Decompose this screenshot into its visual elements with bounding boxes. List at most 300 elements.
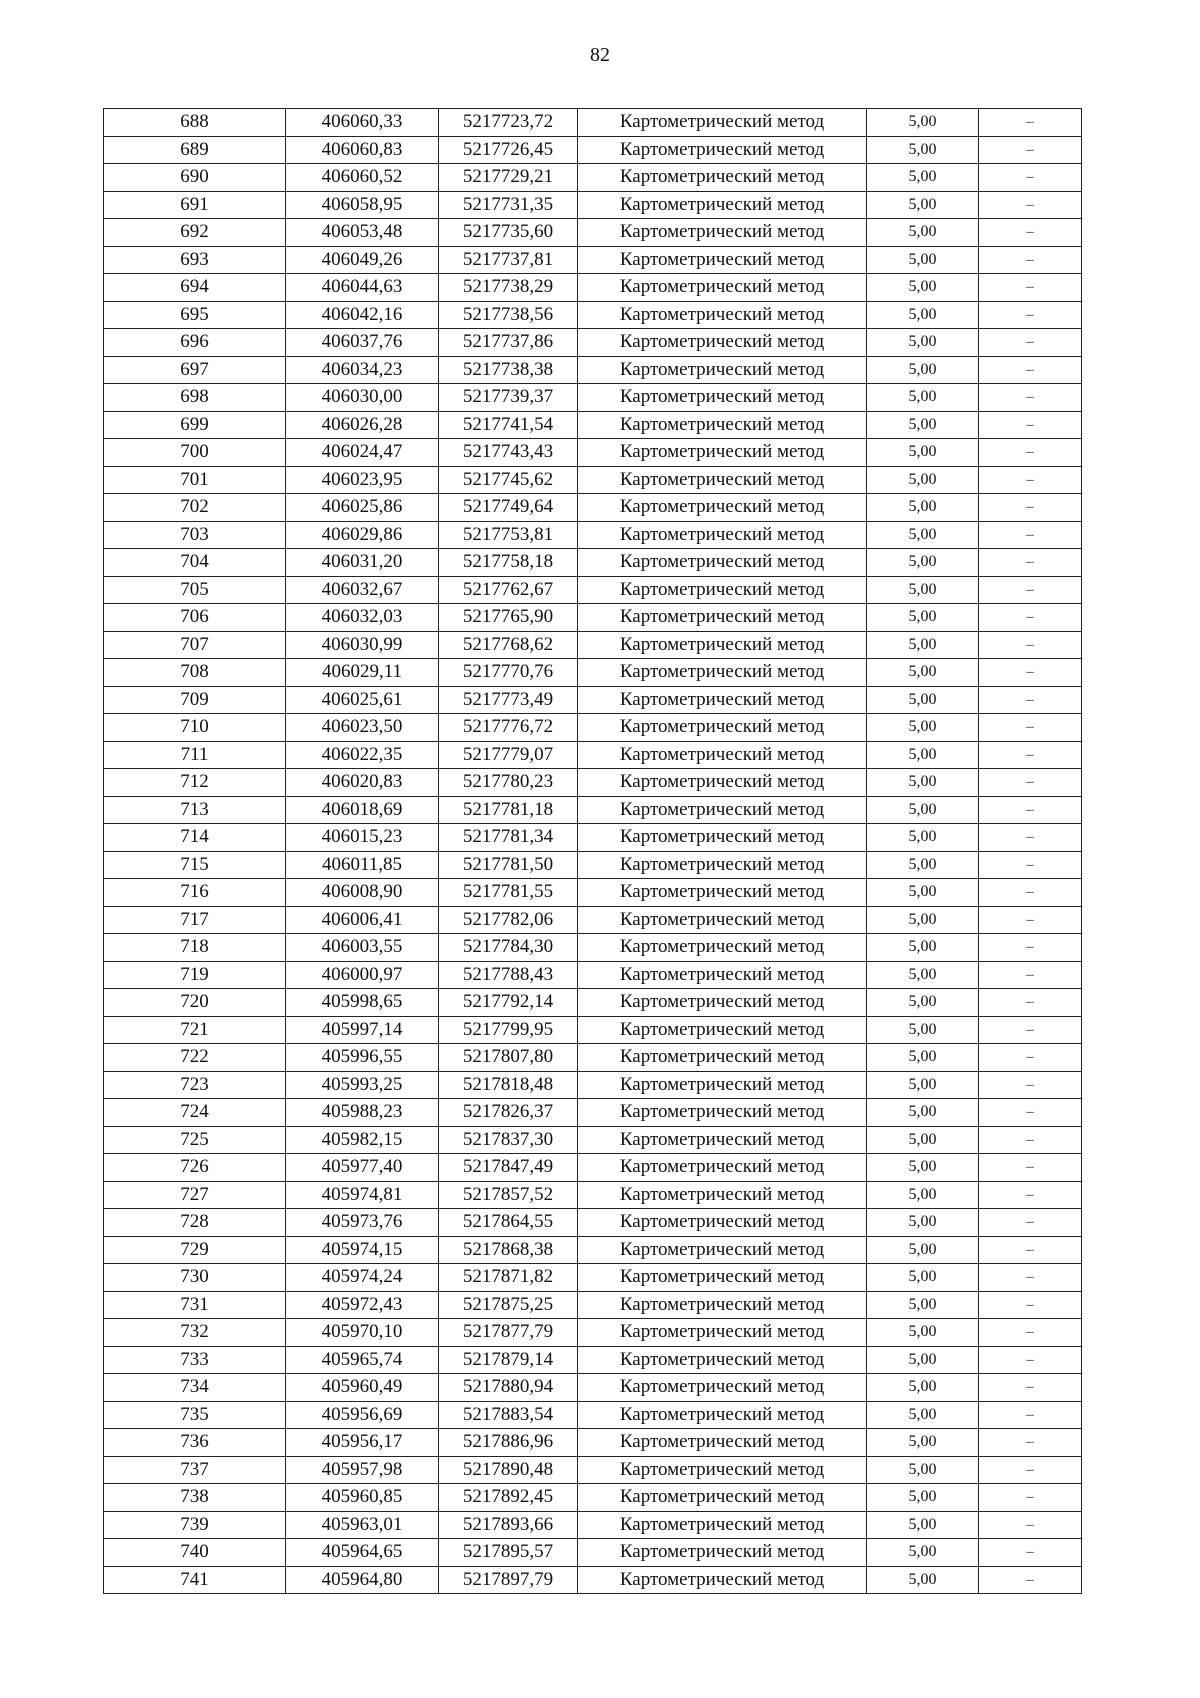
y-coordinate-cell: 5217788,43 xyxy=(439,961,578,989)
x-coordinate-cell: 406060,83 xyxy=(286,136,439,164)
y-coordinate-cell: 5217799,95 xyxy=(439,1016,578,1044)
point-number-cell: 715 xyxy=(104,851,286,879)
method-cell: Картометрический метод xyxy=(578,714,867,742)
accuracy-cell: 5,00 xyxy=(867,989,979,1017)
y-coordinate-cell: 5217726,45 xyxy=(439,136,578,164)
y-coordinate-cell: 5217781,50 xyxy=(439,851,578,879)
accuracy-cell: 5,00 xyxy=(867,1099,979,1127)
y-coordinate-cell: 5217897,79 xyxy=(439,1566,578,1594)
x-coordinate-cell: 406060,33 xyxy=(286,109,439,137)
point-number-cell: 734 xyxy=(104,1374,286,1402)
x-coordinate-cell: 406032,67 xyxy=(286,576,439,604)
x-coordinate-cell: 406011,85 xyxy=(286,851,439,879)
y-coordinate-cell: 5217762,67 xyxy=(439,576,578,604)
accuracy-cell: 5,00 xyxy=(867,274,979,302)
accuracy-cell: 5,00 xyxy=(867,1566,979,1594)
table-row xyxy=(104,274,1082,302)
x-coordinate-cell: 406006,41 xyxy=(286,906,439,934)
accuracy-cell: 5,00 xyxy=(867,1401,979,1429)
table-row xyxy=(104,714,1082,742)
accuracy-cell: 5,00 xyxy=(867,191,979,219)
note-cell: – xyxy=(979,1236,1082,1264)
table-row xyxy=(104,466,1082,494)
note-cell: – xyxy=(979,136,1082,164)
accuracy-cell: 5,00 xyxy=(867,576,979,604)
x-coordinate-cell: 406053,48 xyxy=(286,219,439,247)
x-coordinate-cell: 406003,55 xyxy=(286,934,439,962)
table-row xyxy=(104,1401,1082,1429)
accuracy-cell: 5,00 xyxy=(867,1264,979,1292)
y-coordinate-cell: 5217826,37 xyxy=(439,1099,578,1127)
accuracy-cell: 5,00 xyxy=(867,439,979,467)
x-coordinate-cell: 405988,23 xyxy=(286,1099,439,1127)
method-cell: Картометрический метод xyxy=(578,494,867,522)
y-coordinate-cell: 5217735,60 xyxy=(439,219,578,247)
method-cell: Картометрический метод xyxy=(578,686,867,714)
x-coordinate-cell: 406022,35 xyxy=(286,741,439,769)
method-cell: Картометрический метод xyxy=(578,439,867,467)
y-coordinate-cell: 5217864,55 xyxy=(439,1209,578,1237)
accuracy-cell: 5,00 xyxy=(867,879,979,907)
note-cell: – xyxy=(979,1099,1082,1127)
x-coordinate-cell: 406008,90 xyxy=(286,879,439,907)
table-row xyxy=(104,631,1082,659)
y-coordinate-cell: 5217745,62 xyxy=(439,466,578,494)
y-coordinate-cell: 5217738,29 xyxy=(439,274,578,302)
x-coordinate-cell: 406025,61 xyxy=(286,686,439,714)
x-coordinate-cell: 405973,76 xyxy=(286,1209,439,1237)
accuracy-cell: 5,00 xyxy=(867,301,979,329)
x-coordinate-cell: 406030,00 xyxy=(286,384,439,412)
note-cell: – xyxy=(979,1539,1082,1567)
table-row xyxy=(104,1044,1082,1072)
x-coordinate-cell: 405974,24 xyxy=(286,1264,439,1292)
accuracy-cell: 5,00 xyxy=(867,1044,979,1072)
method-cell: Картометрический метод xyxy=(578,851,867,879)
point-number-cell: 724 xyxy=(104,1099,286,1127)
note-cell: – xyxy=(979,246,1082,274)
accuracy-cell: 5,00 xyxy=(867,906,979,934)
note-cell: – xyxy=(979,494,1082,522)
point-number-cell: 712 xyxy=(104,769,286,797)
method-cell: Картометрический метод xyxy=(578,879,867,907)
table-row xyxy=(104,384,1082,412)
point-number-cell: 738 xyxy=(104,1484,286,1512)
x-coordinate-cell: 406049,26 xyxy=(286,246,439,274)
x-coordinate-cell: 406031,20 xyxy=(286,549,439,577)
table-row xyxy=(104,1126,1082,1154)
note-cell: – xyxy=(979,769,1082,797)
table-row xyxy=(104,1291,1082,1319)
method-cell: Картометрический метод xyxy=(578,219,867,247)
method-cell: Картометрический метод xyxy=(578,164,867,192)
accuracy-cell: 5,00 xyxy=(867,1429,979,1457)
note-cell: – xyxy=(979,109,1082,137)
x-coordinate-cell: 406060,52 xyxy=(286,164,439,192)
method-cell: Картометрический метод xyxy=(578,1511,867,1539)
method-cell: Картометрический метод xyxy=(578,1099,867,1127)
y-coordinate-cell: 5217781,18 xyxy=(439,796,578,824)
accuracy-cell: 5,00 xyxy=(867,109,979,137)
point-number-cell: 737 xyxy=(104,1456,286,1484)
x-coordinate-cell: 405965,74 xyxy=(286,1346,439,1374)
note-cell: – xyxy=(979,1209,1082,1237)
y-coordinate-cell: 5217782,06 xyxy=(439,906,578,934)
x-coordinate-cell: 405993,25 xyxy=(286,1071,439,1099)
point-number-cell: 708 xyxy=(104,659,286,687)
y-coordinate-cell: 5217879,14 xyxy=(439,1346,578,1374)
point-number-cell: 725 xyxy=(104,1126,286,1154)
point-number-cell: 740 xyxy=(104,1539,286,1567)
x-coordinate-cell: 406026,28 xyxy=(286,411,439,439)
table-row xyxy=(104,686,1082,714)
accuracy-cell: 5,00 xyxy=(867,961,979,989)
y-coordinate-cell: 5217723,72 xyxy=(439,109,578,137)
method-cell: Картометрический метод xyxy=(578,1539,867,1567)
accuracy-cell: 5,00 xyxy=(867,1539,979,1567)
note-cell: – xyxy=(979,329,1082,357)
point-number-cell: 694 xyxy=(104,274,286,302)
x-coordinate-cell: 405964,65 xyxy=(286,1539,439,1567)
note-cell: – xyxy=(979,989,1082,1017)
point-number-cell: 692 xyxy=(104,219,286,247)
y-coordinate-cell: 5217779,07 xyxy=(439,741,578,769)
point-number-cell: 702 xyxy=(104,494,286,522)
accuracy-cell: 5,00 xyxy=(867,1374,979,1402)
x-coordinate-cell: 405996,55 xyxy=(286,1044,439,1072)
method-cell: Картометрический метод xyxy=(578,521,867,549)
method-cell: Картометрический метод xyxy=(578,659,867,687)
note-cell: – xyxy=(979,1126,1082,1154)
y-coordinate-cell: 5217739,37 xyxy=(439,384,578,412)
accuracy-cell: 5,00 xyxy=(867,494,979,522)
method-cell: Картометрический метод xyxy=(578,329,867,357)
note-cell: – xyxy=(979,356,1082,384)
y-coordinate-cell: 5217792,14 xyxy=(439,989,578,1017)
note-cell: – xyxy=(979,906,1082,934)
table-row xyxy=(104,494,1082,522)
point-number-cell: 709 xyxy=(104,686,286,714)
note-cell: – xyxy=(979,879,1082,907)
point-number-cell: 693 xyxy=(104,246,286,274)
accuracy-cell: 5,00 xyxy=(867,796,979,824)
y-coordinate-cell: 5217890,48 xyxy=(439,1456,578,1484)
x-coordinate-cell: 405974,81 xyxy=(286,1181,439,1209)
table-row xyxy=(104,329,1082,357)
point-number-cell: 721 xyxy=(104,1016,286,1044)
method-cell: Картометрический метод xyxy=(578,961,867,989)
x-coordinate-cell: 405964,80 xyxy=(286,1566,439,1594)
point-number-cell: 716 xyxy=(104,879,286,907)
table-row xyxy=(104,1429,1082,1457)
table-row xyxy=(104,1484,1082,1512)
accuracy-cell: 5,00 xyxy=(867,549,979,577)
table-row xyxy=(104,439,1082,467)
point-number-cell: 701 xyxy=(104,466,286,494)
y-coordinate-cell: 5217880,94 xyxy=(439,1374,578,1402)
x-coordinate-cell: 406029,11 xyxy=(286,659,439,687)
note-cell: – xyxy=(979,1264,1082,1292)
y-coordinate-cell: 5217877,79 xyxy=(439,1319,578,1347)
y-coordinate-cell: 5217857,52 xyxy=(439,1181,578,1209)
y-coordinate-cell: 5217847,49 xyxy=(439,1154,578,1182)
method-cell: Картометрический метод xyxy=(578,1484,867,1512)
method-cell: Картометрический метод xyxy=(578,1374,867,1402)
table-row xyxy=(104,851,1082,879)
y-coordinate-cell: 5217776,72 xyxy=(439,714,578,742)
y-coordinate-cell: 5217737,81 xyxy=(439,246,578,274)
x-coordinate-cell: 406032,03 xyxy=(286,604,439,632)
method-cell: Картометрический метод xyxy=(578,1044,867,1072)
note-cell: – xyxy=(979,1181,1082,1209)
table-row xyxy=(104,1566,1082,1594)
note-cell: – xyxy=(979,824,1082,852)
method-cell: Картометрический метод xyxy=(578,796,867,824)
method-cell: Картометрический метод xyxy=(578,1429,867,1457)
table-row xyxy=(104,164,1082,192)
accuracy-cell: 5,00 xyxy=(867,1236,979,1264)
note-cell: – xyxy=(979,1071,1082,1099)
table-body xyxy=(104,109,1082,1594)
note-cell: – xyxy=(979,796,1082,824)
method-cell: Картометрический метод xyxy=(578,741,867,769)
x-coordinate-cell: 406058,95 xyxy=(286,191,439,219)
note-cell: – xyxy=(979,686,1082,714)
table-row xyxy=(104,1374,1082,1402)
accuracy-cell: 5,00 xyxy=(867,1319,979,1347)
method-cell: Картометрический метод xyxy=(578,604,867,632)
y-coordinate-cell: 5217781,34 xyxy=(439,824,578,852)
table-row xyxy=(104,1071,1082,1099)
x-coordinate-cell: 405960,49 xyxy=(286,1374,439,1402)
table-row xyxy=(104,1264,1082,1292)
table-row xyxy=(104,356,1082,384)
note-cell: – xyxy=(979,1346,1082,1374)
x-coordinate-cell: 406015,23 xyxy=(286,824,439,852)
note-cell: – xyxy=(979,659,1082,687)
y-coordinate-cell: 5217895,57 xyxy=(439,1539,578,1567)
note-cell: – xyxy=(979,219,1082,247)
note-cell: – xyxy=(979,851,1082,879)
note-cell: – xyxy=(979,1456,1082,1484)
table-row xyxy=(104,769,1082,797)
point-number-cell: 723 xyxy=(104,1071,286,1099)
accuracy-cell: 5,00 xyxy=(867,329,979,357)
method-cell: Картометрический метод xyxy=(578,989,867,1017)
method-cell: Картометрический метод xyxy=(578,191,867,219)
x-coordinate-cell: 405977,40 xyxy=(286,1154,439,1182)
accuracy-cell: 5,00 xyxy=(867,1456,979,1484)
accuracy-cell: 5,00 xyxy=(867,466,979,494)
x-coordinate-cell: 405998,65 xyxy=(286,989,439,1017)
note-cell: – xyxy=(979,164,1082,192)
point-number-cell: 688 xyxy=(104,109,286,137)
y-coordinate-cell: 5217784,30 xyxy=(439,934,578,962)
method-cell: Картометрический метод xyxy=(578,1236,867,1264)
point-number-cell: 720 xyxy=(104,989,286,1017)
table-row xyxy=(104,604,1082,632)
note-cell: – xyxy=(979,549,1082,577)
point-number-cell: 710 xyxy=(104,714,286,742)
note-cell: – xyxy=(979,1566,1082,1594)
x-coordinate-cell: 406024,47 xyxy=(286,439,439,467)
method-cell: Картометрический метод xyxy=(578,246,867,274)
accuracy-cell: 5,00 xyxy=(867,934,979,962)
method-cell: Картометрический метод xyxy=(578,274,867,302)
x-coordinate-cell: 406018,69 xyxy=(286,796,439,824)
x-coordinate-cell: 406025,86 xyxy=(286,494,439,522)
point-number-cell: 696 xyxy=(104,329,286,357)
y-coordinate-cell: 5217737,86 xyxy=(439,329,578,357)
point-number-cell: 698 xyxy=(104,384,286,412)
point-number-cell: 691 xyxy=(104,191,286,219)
accuracy-cell: 5,00 xyxy=(867,356,979,384)
table-row xyxy=(104,1181,1082,1209)
point-number-cell: 739 xyxy=(104,1511,286,1539)
note-cell: – xyxy=(979,604,1082,632)
y-coordinate-cell: 5217749,64 xyxy=(439,494,578,522)
point-number-cell: 695 xyxy=(104,301,286,329)
y-coordinate-cell: 5217753,81 xyxy=(439,521,578,549)
table-row xyxy=(104,1016,1082,1044)
note-cell: – xyxy=(979,1016,1082,1044)
point-number-cell: 697 xyxy=(104,356,286,384)
table-row xyxy=(104,191,1082,219)
note-cell: – xyxy=(979,1291,1082,1319)
accuracy-cell: 5,00 xyxy=(867,1484,979,1512)
accuracy-cell: 5,00 xyxy=(867,136,979,164)
note-cell: – xyxy=(979,384,1082,412)
accuracy-cell: 5,00 xyxy=(867,1154,979,1182)
y-coordinate-cell: 5217770,76 xyxy=(439,659,578,687)
point-number-cell: 729 xyxy=(104,1236,286,1264)
method-cell: Картометрический метод xyxy=(578,1126,867,1154)
table-row xyxy=(104,1456,1082,1484)
note-cell: – xyxy=(979,741,1082,769)
point-number-cell: 703 xyxy=(104,521,286,549)
x-coordinate-cell: 405974,15 xyxy=(286,1236,439,1264)
method-cell: Картометрический метод xyxy=(578,356,867,384)
table-row xyxy=(104,109,1082,137)
y-coordinate-cell: 5217883,54 xyxy=(439,1401,578,1429)
point-number-cell: 718 xyxy=(104,934,286,962)
x-coordinate-cell: 405960,85 xyxy=(286,1484,439,1512)
table-row xyxy=(104,1209,1082,1237)
x-coordinate-cell: 405972,43 xyxy=(286,1291,439,1319)
x-coordinate-cell: 405997,14 xyxy=(286,1016,439,1044)
x-coordinate-cell: 406044,63 xyxy=(286,274,439,302)
method-cell: Картометрический метод xyxy=(578,1154,867,1182)
table-row xyxy=(104,549,1082,577)
accuracy-cell: 5,00 xyxy=(867,219,979,247)
y-coordinate-cell: 5217818,48 xyxy=(439,1071,578,1099)
accuracy-cell: 5,00 xyxy=(867,384,979,412)
accuracy-cell: 5,00 xyxy=(867,1291,979,1319)
point-number-cell: 689 xyxy=(104,136,286,164)
note-cell: – xyxy=(979,191,1082,219)
method-cell: Картометрический метод xyxy=(578,1456,867,1484)
y-coordinate-cell: 5217837,30 xyxy=(439,1126,578,1154)
method-cell: Картометрический метод xyxy=(578,906,867,934)
x-coordinate-cell: 406023,95 xyxy=(286,466,439,494)
point-number-cell: 690 xyxy=(104,164,286,192)
accuracy-cell: 5,00 xyxy=(867,521,979,549)
table-row xyxy=(104,659,1082,687)
note-cell: – xyxy=(979,934,1082,962)
x-coordinate-cell: 405963,01 xyxy=(286,1511,439,1539)
y-coordinate-cell: 5217807,80 xyxy=(439,1044,578,1072)
method-cell: Картометрический метод xyxy=(578,1016,867,1044)
method-cell: Картометрический метод xyxy=(578,136,867,164)
y-coordinate-cell: 5217731,35 xyxy=(439,191,578,219)
note-cell: – xyxy=(979,631,1082,659)
point-number-cell: 711 xyxy=(104,741,286,769)
x-coordinate-cell: 406034,23 xyxy=(286,356,439,384)
note-cell: – xyxy=(979,411,1082,439)
accuracy-cell: 5,00 xyxy=(867,1209,979,1237)
point-number-cell: 713 xyxy=(104,796,286,824)
table-row xyxy=(104,934,1082,962)
point-number-cell: 727 xyxy=(104,1181,286,1209)
accuracy-cell: 5,00 xyxy=(867,1181,979,1209)
accuracy-cell: 5,00 xyxy=(867,164,979,192)
table-row xyxy=(104,796,1082,824)
method-cell: Картометрический метод xyxy=(578,1566,867,1594)
x-coordinate-cell: 406023,50 xyxy=(286,714,439,742)
method-cell: Картометрический метод xyxy=(578,1071,867,1099)
note-cell: – xyxy=(979,961,1082,989)
method-cell: Картометрический метод xyxy=(578,384,867,412)
accuracy-cell: 5,00 xyxy=(867,1016,979,1044)
note-cell: – xyxy=(979,439,1082,467)
x-coordinate-cell: 406037,76 xyxy=(286,329,439,357)
note-cell: – xyxy=(979,576,1082,604)
method-cell: Картометрический метод xyxy=(578,1401,867,1429)
y-coordinate-cell: 5217729,21 xyxy=(439,164,578,192)
method-cell: Картометрический метод xyxy=(578,769,867,797)
point-number-cell: 736 xyxy=(104,1429,286,1457)
y-coordinate-cell: 5217773,49 xyxy=(439,686,578,714)
table-row xyxy=(104,521,1082,549)
note-cell: – xyxy=(979,1401,1082,1429)
note-cell: – xyxy=(979,1484,1082,1512)
accuracy-cell: 5,00 xyxy=(867,714,979,742)
note-cell: – xyxy=(979,1044,1082,1072)
point-number-cell: 733 xyxy=(104,1346,286,1374)
accuracy-cell: 5,00 xyxy=(867,1126,979,1154)
accuracy-cell: 5,00 xyxy=(867,686,979,714)
note-cell: – xyxy=(979,1429,1082,1457)
method-cell: Картометрический метод xyxy=(578,1346,867,1374)
point-number-cell: 717 xyxy=(104,906,286,934)
method-cell: Картометрический метод xyxy=(578,1291,867,1319)
point-number-cell: 726 xyxy=(104,1154,286,1182)
y-coordinate-cell: 5217768,62 xyxy=(439,631,578,659)
point-number-cell: 735 xyxy=(104,1401,286,1429)
method-cell: Картометрический метод xyxy=(578,934,867,962)
accuracy-cell: 5,00 xyxy=(867,1346,979,1374)
x-coordinate-cell: 406042,16 xyxy=(286,301,439,329)
x-coordinate-cell: 405956,69 xyxy=(286,1401,439,1429)
point-number-cell: 706 xyxy=(104,604,286,632)
y-coordinate-cell: 5217765,90 xyxy=(439,604,578,632)
method-cell: Картометрический метод xyxy=(578,824,867,852)
point-number-cell: 705 xyxy=(104,576,286,604)
table-row xyxy=(104,1539,1082,1567)
note-cell: – xyxy=(979,1511,1082,1539)
method-cell: Картометрический метод xyxy=(578,549,867,577)
x-coordinate-cell: 405957,98 xyxy=(286,1456,439,1484)
